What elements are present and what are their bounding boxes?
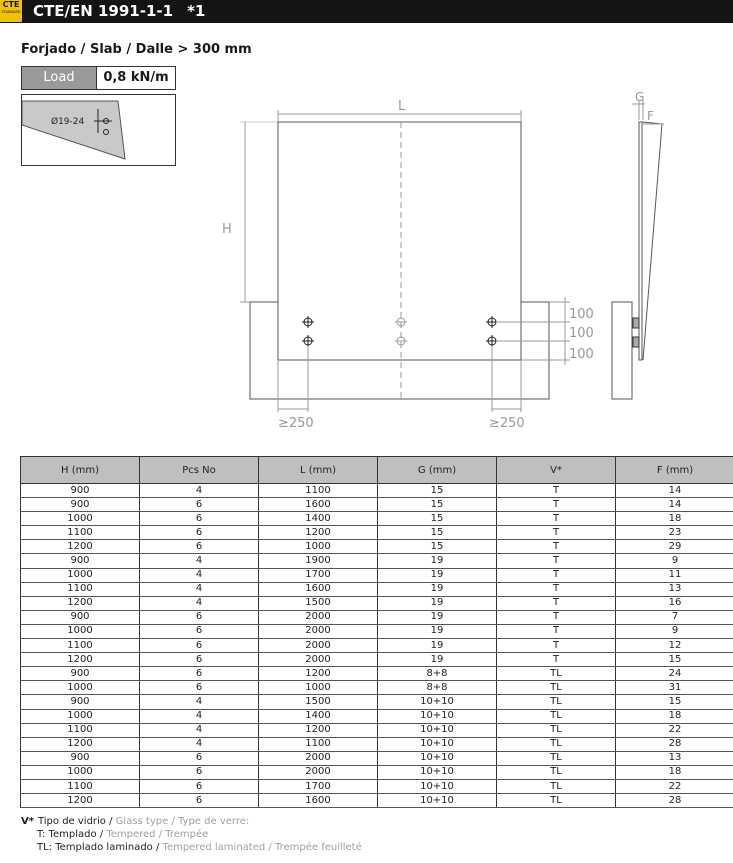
table-cell: 15 bbox=[378, 498, 497, 512]
spacing-label-3: 100 bbox=[569, 347, 594, 362]
table-row bbox=[21, 653, 733, 667]
legend-line2-dark: T: Templado / bbox=[37, 829, 104, 840]
table-cell: T bbox=[497, 568, 616, 582]
table-cell: 10+10 bbox=[378, 737, 497, 751]
table-cell: 4 bbox=[140, 723, 259, 737]
table-cell: 6 bbox=[140, 751, 259, 765]
height-label: H bbox=[222, 222, 232, 237]
table-cell: T bbox=[497, 540, 616, 554]
table-cell: 15 bbox=[378, 540, 497, 554]
column-header-h: H (mm) bbox=[21, 457, 140, 484]
table-cell: 900 bbox=[21, 554, 140, 568]
legend-line1-grey: Glass type / Type de verre: bbox=[115, 816, 250, 827]
edge-dimensions bbox=[278, 346, 521, 412]
table-cell: TL bbox=[497, 681, 616, 695]
table-cell: TL bbox=[497, 794, 616, 808]
table-cell: 4 bbox=[140, 596, 259, 610]
table-cell: 9 bbox=[616, 624, 733, 638]
table-cell: T bbox=[497, 582, 616, 596]
table-cell: 1200 bbox=[259, 723, 378, 737]
spacing-dimensions bbox=[496, 297, 570, 365]
table-cell: 900 bbox=[21, 751, 140, 765]
table-cell: 10+10 bbox=[378, 794, 497, 808]
deflection-label: F bbox=[647, 109, 654, 123]
table-cell: 1100 bbox=[21, 779, 140, 793]
table-row bbox=[21, 624, 733, 638]
table-cell: 10+10 bbox=[378, 779, 497, 793]
column-header-pcs: Pcs No bbox=[140, 457, 259, 484]
column-header-g: G (mm) bbox=[378, 457, 497, 484]
table-cell: 8+8 bbox=[378, 681, 497, 695]
table-row bbox=[21, 526, 733, 540]
table-cell: TL bbox=[497, 667, 616, 681]
fixing-holes bbox=[302, 316, 498, 347]
table-cell: 19 bbox=[378, 568, 497, 582]
table-row bbox=[21, 498, 733, 512]
table-cell: T bbox=[497, 498, 616, 512]
table-cell: 28 bbox=[616, 737, 733, 751]
spacing-label-2: 100 bbox=[569, 326, 594, 341]
glass-panel bbox=[278, 122, 521, 360]
table-cell: 12 bbox=[616, 639, 733, 653]
table-cell: 1900 bbox=[259, 554, 378, 568]
table-cell: 1400 bbox=[259, 709, 378, 723]
table-cell: T bbox=[497, 610, 616, 624]
slab-profile bbox=[250, 302, 549, 399]
table-row bbox=[21, 667, 733, 681]
table-row bbox=[21, 709, 733, 723]
table-cell: 19 bbox=[378, 624, 497, 638]
cte-badge-subtext: STANDARD bbox=[1, 10, 21, 14]
table-row bbox=[21, 582, 733, 596]
table-cell: 4 bbox=[140, 568, 259, 582]
table-cell: 10+10 bbox=[378, 723, 497, 737]
table-cell: 1500 bbox=[259, 695, 378, 709]
table-row bbox=[21, 765, 733, 779]
side-slab bbox=[612, 302, 632, 399]
table-cell: T bbox=[497, 624, 616, 638]
table-cell: 13 bbox=[616, 751, 733, 765]
table-cell: 1600 bbox=[259, 582, 378, 596]
table-cell: 6 bbox=[140, 540, 259, 554]
table-cell: TL bbox=[497, 765, 616, 779]
table-cell: 4 bbox=[140, 695, 259, 709]
table-cell: 19 bbox=[378, 554, 497, 568]
table-row bbox=[21, 484, 733, 498]
table-cell: 1100 bbox=[21, 526, 140, 540]
table-row bbox=[21, 554, 733, 568]
table-cell: 15 bbox=[616, 653, 733, 667]
table-cell: 1200 bbox=[21, 596, 140, 610]
length-label: L bbox=[398, 99, 406, 114]
table-cell: 14 bbox=[616, 484, 733, 498]
table-cell: T bbox=[497, 484, 616, 498]
table-cell: 1100 bbox=[259, 484, 378, 498]
spacing-label-1: 100 bbox=[569, 307, 594, 322]
table-cell: 1700 bbox=[259, 568, 378, 582]
table-cell: 2000 bbox=[259, 639, 378, 653]
table-row bbox=[21, 681, 733, 695]
table-row bbox=[21, 751, 733, 765]
table-cell: 24 bbox=[616, 667, 733, 681]
table-cell: 31 bbox=[616, 681, 733, 695]
table-cell: 14 bbox=[616, 498, 733, 512]
table-cell: T bbox=[497, 596, 616, 610]
table-cell: TL bbox=[497, 737, 616, 751]
legend-line3-grey: Tempered laminated / Trempée feuilleté bbox=[162, 842, 362, 853]
legend-line1-dark: Tipo de vidrio / bbox=[37, 816, 113, 827]
table-row bbox=[21, 723, 733, 737]
column-header-v: V* bbox=[497, 457, 616, 484]
table-cell: 1600 bbox=[259, 498, 378, 512]
table-cell: 1000 bbox=[21, 765, 140, 779]
table-cell: 1200 bbox=[21, 794, 140, 808]
table-cell: T bbox=[497, 512, 616, 526]
table-cell: 19 bbox=[378, 596, 497, 610]
standard-title: CTE/EN 1991-1-1 bbox=[33, 2, 174, 20]
table-cell: 1000 bbox=[259, 681, 378, 695]
table-cell: 6 bbox=[140, 526, 259, 540]
table-cell: 900 bbox=[21, 695, 140, 709]
table-cell: 1000 bbox=[21, 512, 140, 526]
table-cell: TL bbox=[497, 709, 616, 723]
table-cell: 1700 bbox=[259, 779, 378, 793]
table-cell: 6 bbox=[140, 667, 259, 681]
table-row bbox=[21, 512, 733, 526]
table-cell: 22 bbox=[616, 723, 733, 737]
title-note: *1 bbox=[187, 2, 206, 20]
table-cell: 1000 bbox=[21, 681, 140, 695]
table-cell: T bbox=[497, 653, 616, 667]
table-cell: 4 bbox=[140, 737, 259, 751]
table-cell: TL bbox=[497, 695, 616, 709]
table-cell: 6 bbox=[140, 653, 259, 667]
spec-table bbox=[20, 456, 733, 808]
table-cell: 1100 bbox=[21, 582, 140, 596]
table-cell: TL bbox=[497, 723, 616, 737]
table-cell: 8+8 bbox=[378, 667, 497, 681]
table-cell: 13 bbox=[616, 582, 733, 596]
side-deflection bbox=[642, 122, 662, 360]
column-header-f: F (mm) bbox=[616, 457, 733, 484]
legend bbox=[21, 815, 362, 854]
table-row bbox=[21, 596, 733, 610]
section-title: Forjado / Slab / Dalle > 300 mm bbox=[21, 42, 252, 57]
table-cell: 1200 bbox=[259, 526, 378, 540]
table-cell: 6 bbox=[140, 639, 259, 653]
gap-label: G bbox=[635, 90, 645, 104]
table-cell: 6 bbox=[140, 498, 259, 512]
legend-line3-dark: TL: Templado laminado / bbox=[37, 842, 160, 853]
edge-label-left: ≥250 bbox=[278, 416, 314, 431]
table-cell: 18 bbox=[616, 512, 733, 526]
table-row bbox=[21, 737, 733, 751]
table-cell: 29 bbox=[616, 540, 733, 554]
table-cell: 22 bbox=[616, 779, 733, 793]
edge-label-right: ≥250 bbox=[489, 416, 525, 431]
table-cell: 10+10 bbox=[378, 751, 497, 765]
table-header-row bbox=[21, 457, 733, 484]
side-fixing-1 bbox=[633, 318, 639, 328]
side-fixing-2 bbox=[633, 337, 639, 347]
table-cell: 10+10 bbox=[378, 709, 497, 723]
table-cell: 19 bbox=[378, 610, 497, 624]
table-cell: 4 bbox=[140, 554, 259, 568]
table-cell: 1000 bbox=[259, 540, 378, 554]
table-cell: 900 bbox=[21, 484, 140, 498]
table-cell: 1600 bbox=[259, 794, 378, 808]
table-row bbox=[21, 695, 733, 709]
table-cell: 6 bbox=[140, 779, 259, 793]
table-cell: 16 bbox=[616, 596, 733, 610]
table-cell: 6 bbox=[140, 610, 259, 624]
table-row bbox=[21, 610, 733, 624]
load-value: 0,8 kN/m bbox=[103, 70, 169, 85]
table-cell: 18 bbox=[616, 765, 733, 779]
table-cell: 900 bbox=[21, 610, 140, 624]
legend-line2-grey: Tempered / Trempée bbox=[106, 829, 209, 840]
table-cell: 6 bbox=[140, 681, 259, 695]
table-cell: 6 bbox=[140, 765, 259, 779]
table-cell: 2000 bbox=[259, 610, 378, 624]
table-cell: 6 bbox=[140, 512, 259, 526]
table-cell: 1200 bbox=[21, 653, 140, 667]
table-cell: 11 bbox=[616, 568, 733, 582]
load-label: Load bbox=[22, 67, 97, 89]
legend-line-1 bbox=[21, 815, 362, 828]
legend-line-3 bbox=[21, 841, 362, 854]
table-cell: 2000 bbox=[259, 624, 378, 638]
table-cell: 1100 bbox=[259, 737, 378, 751]
optional-holes bbox=[395, 318, 407, 345]
table-row bbox=[21, 639, 733, 653]
table-cell: 1100 bbox=[21, 723, 140, 737]
table-cell: 1200 bbox=[259, 667, 378, 681]
table-cell: 2000 bbox=[259, 653, 378, 667]
table-cell: 7 bbox=[616, 610, 733, 624]
table-cell: T bbox=[497, 526, 616, 540]
table-body bbox=[21, 484, 733, 808]
table-cell: 1100 bbox=[21, 639, 140, 653]
table-cell: 1000 bbox=[21, 568, 140, 582]
table-cell: T bbox=[497, 639, 616, 653]
table-cell: 6 bbox=[140, 624, 259, 638]
table-cell: 1200 bbox=[21, 540, 140, 554]
table-cell: 19 bbox=[378, 653, 497, 667]
table-row bbox=[21, 568, 733, 582]
table-cell: 19 bbox=[378, 639, 497, 653]
table-cell: 4 bbox=[140, 484, 259, 498]
table-cell: 15 bbox=[378, 484, 497, 498]
table-cell: 900 bbox=[21, 667, 140, 681]
legend-key: V* bbox=[21, 816, 34, 827]
table-cell: 10+10 bbox=[378, 765, 497, 779]
table-cell: TL bbox=[497, 779, 616, 793]
legend-line-2 bbox=[21, 828, 362, 841]
table-cell: 900 bbox=[21, 498, 140, 512]
table-cell: 1000 bbox=[21, 624, 140, 638]
table-cell: 2000 bbox=[259, 765, 378, 779]
table-cell: 18 bbox=[616, 709, 733, 723]
table-cell: 23 bbox=[616, 526, 733, 540]
table-cell: 2000 bbox=[259, 751, 378, 765]
table-cell: T bbox=[497, 554, 616, 568]
hole-diameter-label: Ø19-24 bbox=[51, 117, 85, 127]
table-cell: 1400 bbox=[259, 512, 378, 526]
table-cell: 4 bbox=[140, 582, 259, 596]
table-row bbox=[21, 794, 733, 808]
table-cell: 19 bbox=[378, 582, 497, 596]
table-cell: 6 bbox=[140, 794, 259, 808]
table-cell: 4 bbox=[140, 709, 259, 723]
table-cell: 15 bbox=[616, 695, 733, 709]
table-cell: 10+10 bbox=[378, 695, 497, 709]
cte-badge-text: CTE bbox=[2, 0, 20, 9]
table-row bbox=[21, 540, 733, 554]
table-cell: 1500 bbox=[259, 596, 378, 610]
table-cell: TL bbox=[497, 751, 616, 765]
table-cell: 9 bbox=[616, 554, 733, 568]
table-row bbox=[21, 779, 733, 793]
table-cell: 15 bbox=[378, 526, 497, 540]
table-cell: 15 bbox=[378, 512, 497, 526]
table-cell: 1000 bbox=[21, 709, 140, 723]
table-cell: 28 bbox=[616, 794, 733, 808]
column-header-l: L (mm) bbox=[259, 457, 378, 484]
table-cell: 1200 bbox=[21, 737, 140, 751]
